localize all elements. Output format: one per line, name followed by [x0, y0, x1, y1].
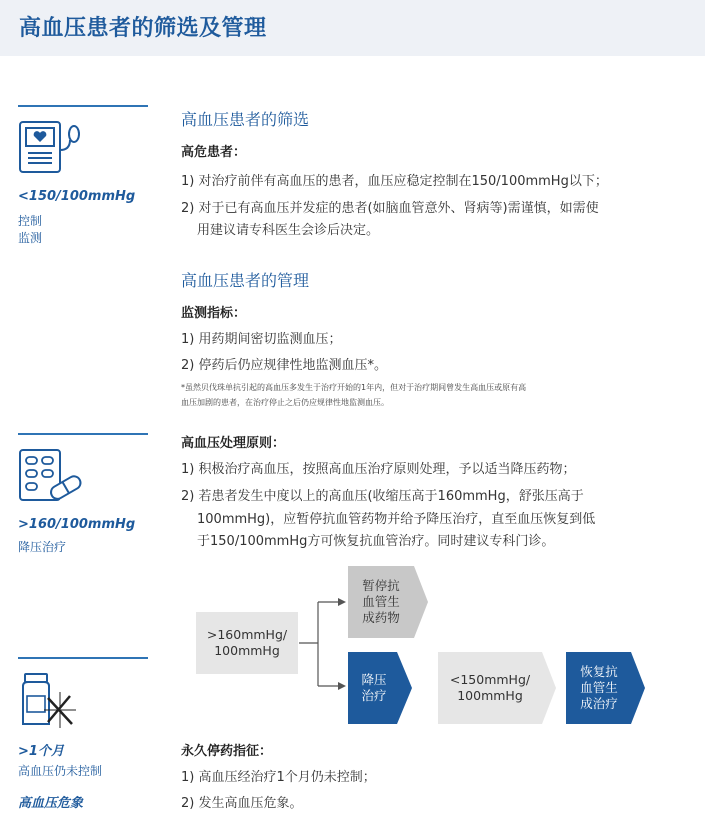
flow-treat-line-1: 降压	[361, 672, 387, 687]
flow-resume-line-1: 恢复抗	[580, 664, 618, 679]
principles-subtitle: 高血压处理原则：	[181, 436, 286, 451]
discontinue-item-2: 2) 发生高血压危象。	[181, 796, 303, 811]
principles-item-2-cont: 100mmHg)，应暂停抗血管药物并给予降压治疗，直至血压恢复到低	[197, 512, 596, 527]
threshold-label-2: >160/100mmHg	[18, 517, 136, 532]
side-label-monitor: 监测	[18, 231, 43, 245]
flow-resume-box	[566, 652, 632, 724]
flow-pause-box	[348, 566, 414, 638]
flow-target-box	[438, 652, 542, 724]
discontinue-subtitle: 永久停药指征：	[181, 744, 273, 759]
footnote-line-1: *虽然贝伐珠单抗引起的高血压多发生于治疗开始的1年内，但对于治疗期间曾发生高血压或原有高	[181, 383, 527, 392]
management-item-2: 2) 停药后仍应规律性地监测血压*。	[181, 358, 387, 373]
flow-pause-line-1: 暂停抗	[362, 578, 400, 593]
flow-resume-line-3: 成治疗	[580, 696, 618, 711]
flow-target-line-1: <150mmHg/	[449, 672, 531, 687]
flow-treat-line-2: 治疗	[361, 688, 387, 703]
flow-start-line-2: 100mmHg	[214, 643, 280, 658]
screening-item-2-cont: 用建议请专科医生会诊后决定。	[197, 223, 380, 238]
flow-pause-line-3: 成药物	[362, 610, 400, 625]
flow-pause-line-2: 血管生	[362, 594, 400, 609]
screening-item-1: 1) 对治疗前伴有高血压的患者，血压应稳定控制在150/100mmHg以下；	[181, 174, 608, 189]
principles-item-2-cont: 于150/100mmHg方可恢复抗血管治疗。同时建议专科门诊。	[197, 534, 555, 549]
flow-start-box	[196, 612, 298, 674]
page-title: 高血压患者的筛选及管理	[19, 16, 267, 41]
management-subtitle: 监测指标：	[181, 306, 247, 321]
flow-resume-line-2: 血管生	[580, 680, 618, 695]
screening-subtitle: 高危患者：	[181, 145, 247, 160]
discontinue-item-1: 1) 高血压经治疗1个月仍未控制；	[181, 770, 376, 785]
threshold-label-3: >1个月	[18, 744, 64, 759]
side-label-crisis: 高血压危象	[18, 796, 84, 811]
flow-target-line-2: 100mmHg	[457, 688, 523, 703]
flow-treat-box	[348, 652, 400, 724]
management-title: 高血压患者的管理	[181, 271, 310, 290]
principles-item-1: 1) 积极治疗高血压，按照高血压治疗原则处理，予以适当降压药物；	[181, 462, 576, 477]
footnote-line-2: 血压加剧的患者，在治疗停止之后仍应规律性地监测血压。	[181, 398, 389, 407]
side-label-treatment: 降压治疗	[18, 540, 67, 554]
threshold-label-1: <150/100mmHg	[18, 189, 136, 204]
screening-item-2: 2) 对于已有高血压并发症的患者(如脑血管意外、肾病等)需谨慎，如需使	[181, 201, 599, 216]
management-item-1: 1) 用药期间密切监测血压；	[181, 332, 342, 347]
screening-title: 高血压患者的筛选	[181, 110, 310, 129]
flow-start-line-1: >160mmHg/	[206, 627, 288, 642]
principles-item-2: 2) 若患者发生中度以上的高血压(收缩压高于160mmHg，舒张压高于	[181, 489, 584, 504]
side-label-uncontrolled: 高血压仍未控制	[18, 764, 103, 778]
side-label-control: 控制	[18, 214, 43, 228]
